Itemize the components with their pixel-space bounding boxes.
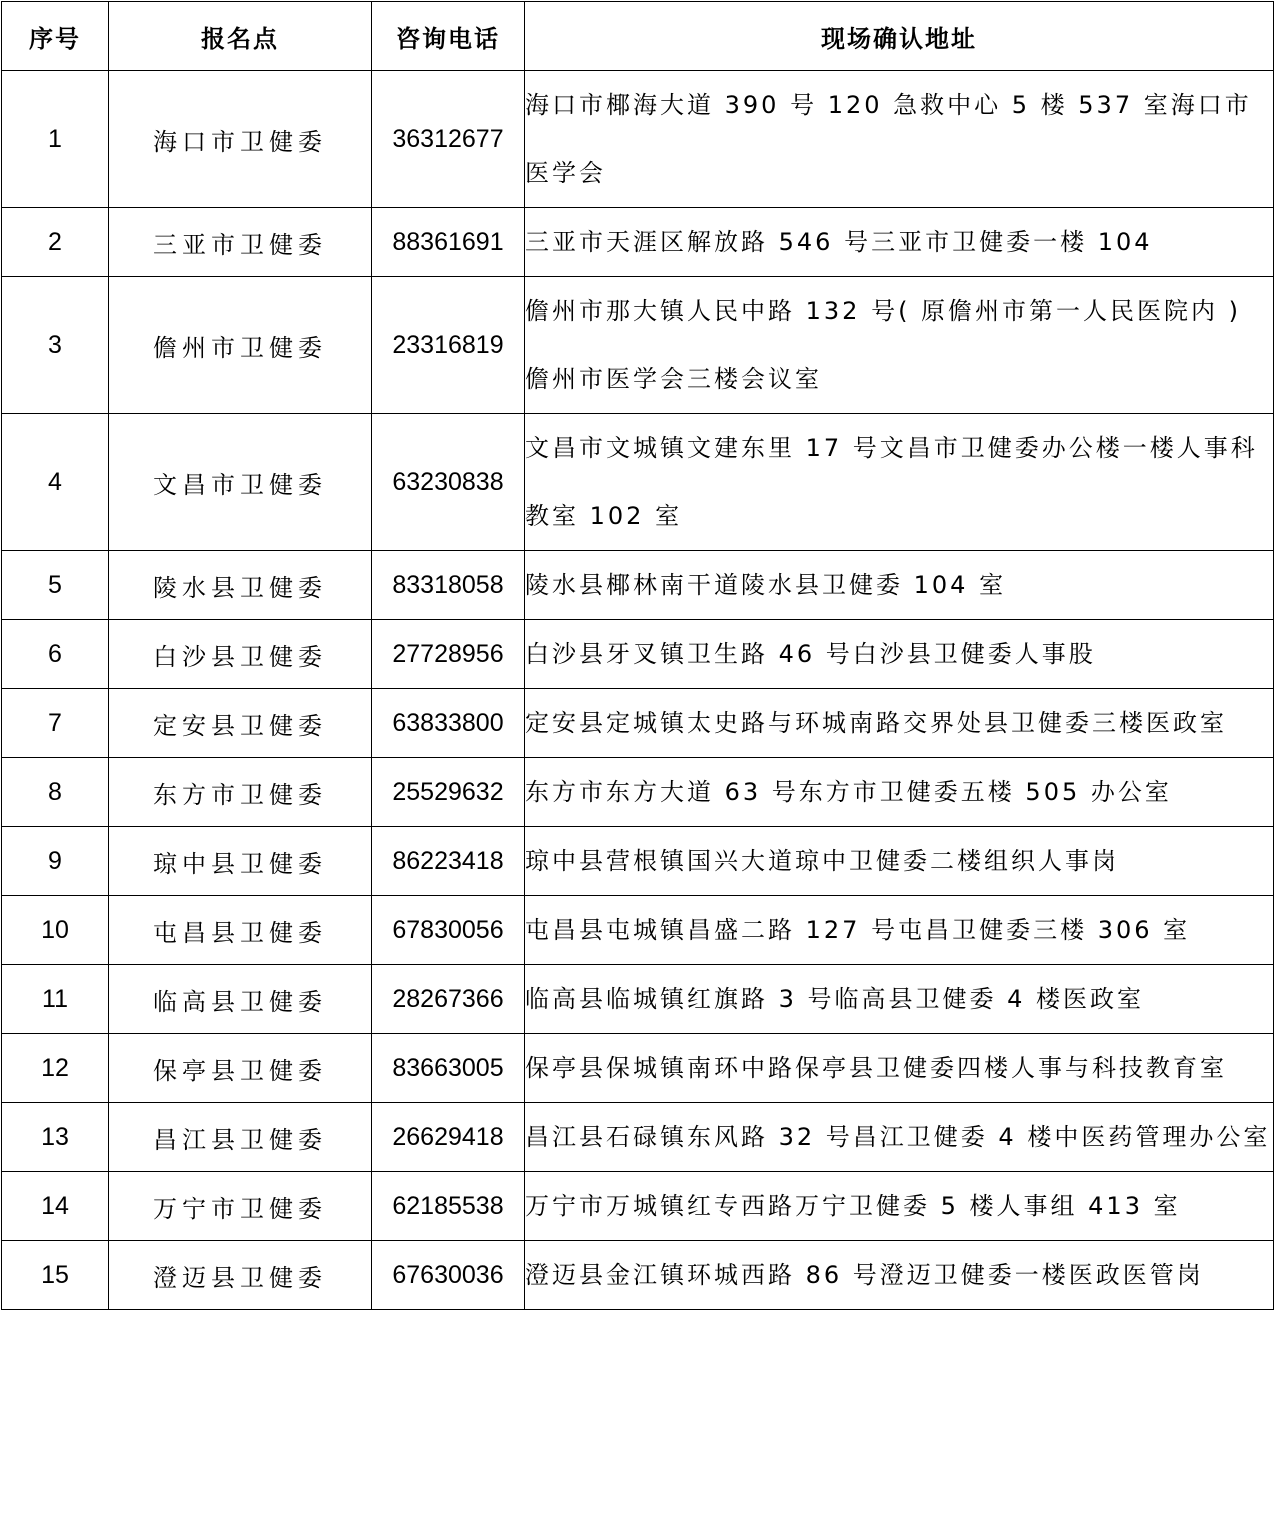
table-row bbox=[2, 689, 1274, 758]
site-cell: 海口市卫健委 bbox=[109, 71, 372, 208]
serial-number-cell: 10 bbox=[2, 896, 109, 965]
header-registration-site: 报名点 bbox=[109, 2, 372, 71]
site-cell: 万宁市卫健委 bbox=[109, 1172, 372, 1241]
site-cell: 澄迈县卫健委 bbox=[109, 1241, 372, 1310]
table-row bbox=[2, 620, 1274, 689]
address-cell: 琼中县营根镇国兴大道琼中卫健委二楼组织人事岗 bbox=[525, 827, 1274, 896]
table-row bbox=[2, 414, 1274, 551]
table-row bbox=[2, 1034, 1274, 1103]
serial-number-cell: 4 bbox=[2, 414, 109, 551]
site-cell: 儋州市卫健委 bbox=[109, 277, 372, 414]
table-row bbox=[2, 277, 1274, 414]
phone-cell: 88361691 bbox=[372, 208, 525, 277]
address-cell: 白沙县牙叉镇卫生路 46 号白沙县卫健委人事股 bbox=[525, 620, 1274, 689]
site-cell: 昌江县卫健委 bbox=[109, 1103, 372, 1172]
site-cell: 琼中县卫健委 bbox=[109, 827, 372, 896]
registration-sites-table bbox=[1, 1, 1274, 1310]
table-row bbox=[2, 896, 1274, 965]
address-cell: 东方市东方大道 63 号东方市卫健委五楼 505 办公室 bbox=[525, 758, 1274, 827]
address-cell: 儋州市那大镇人民中路 132 号( 原儋州市第一人民医院内 ) 儋州市医学会三楼会议室 bbox=[525, 277, 1274, 414]
serial-number-cell: 7 bbox=[2, 689, 109, 758]
serial-number-cell: 8 bbox=[2, 758, 109, 827]
phone-cell: 67630036 bbox=[372, 1241, 525, 1310]
site-cell: 定安县卫健委 bbox=[109, 689, 372, 758]
phone-cell: 28267366 bbox=[372, 965, 525, 1034]
address-cell: 澄迈县金江镇环城西路 86 号澄迈卫健委一楼医政医管岗 bbox=[525, 1241, 1274, 1310]
header-row bbox=[2, 2, 1274, 71]
address-cell: 三亚市天涯区解放路 546 号三亚市卫健委一楼 104 bbox=[525, 208, 1274, 277]
table-row bbox=[2, 827, 1274, 896]
phone-cell: 83663005 bbox=[372, 1034, 525, 1103]
table-row bbox=[2, 965, 1274, 1034]
phone-cell: 63230838 bbox=[372, 414, 525, 551]
table-row bbox=[2, 1172, 1274, 1241]
address-cell: 海口市椰海大道 390 号 120 急救中心 5 楼 537 室海口市医学会 bbox=[525, 71, 1274, 208]
phone-cell: 67830056 bbox=[372, 896, 525, 965]
header-confirmation-address: 现场确认地址 bbox=[525, 2, 1274, 71]
phone-cell: 23316819 bbox=[372, 277, 525, 414]
table-row bbox=[2, 71, 1274, 208]
serial-number-cell: 6 bbox=[2, 620, 109, 689]
table-row bbox=[2, 1103, 1274, 1172]
serial-number-cell: 15 bbox=[2, 1241, 109, 1310]
address-cell: 万宁市万城镇红专西路万宁卫健委 5 楼人事组 413 室 bbox=[525, 1172, 1274, 1241]
serial-number-cell: 3 bbox=[2, 277, 109, 414]
address-cell: 陵水县椰林南干道陵水县卫健委 104 室 bbox=[525, 551, 1274, 620]
phone-cell: 27728956 bbox=[372, 620, 525, 689]
serial-number-cell: 5 bbox=[2, 551, 109, 620]
phone-cell: 63833800 bbox=[372, 689, 525, 758]
site-cell: 白沙县卫健委 bbox=[109, 620, 372, 689]
table-row bbox=[2, 1241, 1274, 1310]
address-cell: 屯昌县屯城镇昌盛二路 127 号屯昌卫健委三楼 306 室 bbox=[525, 896, 1274, 965]
serial-number-cell: 1 bbox=[2, 71, 109, 208]
phone-cell: 86223418 bbox=[372, 827, 525, 896]
site-cell: 三亚市卫健委 bbox=[109, 208, 372, 277]
address-cell: 文昌市文城镇文建东里 17 号文昌市卫健委办公楼一楼人事科教室 102 室 bbox=[525, 414, 1274, 551]
site-cell: 临高县卫健委 bbox=[109, 965, 372, 1034]
site-cell: 屯昌县卫健委 bbox=[109, 896, 372, 965]
table-row bbox=[2, 208, 1274, 277]
phone-cell: 83318058 bbox=[372, 551, 525, 620]
phone-cell: 36312677 bbox=[372, 71, 525, 208]
site-cell: 陵水县卫健委 bbox=[109, 551, 372, 620]
serial-number-cell: 2 bbox=[2, 208, 109, 277]
address-cell: 昌江县石碌镇东风路 32 号昌江卫健委 4 楼中医药管理办公室 bbox=[525, 1103, 1274, 1172]
serial-number-cell: 13 bbox=[2, 1103, 109, 1172]
serial-number-cell: 11 bbox=[2, 965, 109, 1034]
header-serial-number: 序号 bbox=[2, 2, 109, 71]
address-cell: 保亭县保城镇南环中路保亭县卫健委四楼人事与科技教育室 bbox=[525, 1034, 1274, 1103]
phone-cell: 62185538 bbox=[372, 1172, 525, 1241]
site-cell: 东方市卫健委 bbox=[109, 758, 372, 827]
table-row bbox=[2, 758, 1274, 827]
serial-number-cell: 12 bbox=[2, 1034, 109, 1103]
site-cell: 保亭县卫健委 bbox=[109, 1034, 372, 1103]
header-consultation-phone: 咨询电话 bbox=[372, 2, 525, 71]
address-cell: 临高县临城镇红旗路 3 号临高县卫健委 4 楼医政室 bbox=[525, 965, 1274, 1034]
phone-cell: 25529632 bbox=[372, 758, 525, 827]
address-cell: 定安县定城镇太史路与环城南路交界处县卫健委三楼医政室 bbox=[525, 689, 1274, 758]
site-cell: 文昌市卫健委 bbox=[109, 414, 372, 551]
phone-cell: 26629418 bbox=[372, 1103, 525, 1172]
serial-number-cell: 9 bbox=[2, 827, 109, 896]
table-row bbox=[2, 551, 1274, 620]
serial-number-cell: 14 bbox=[2, 1172, 109, 1241]
